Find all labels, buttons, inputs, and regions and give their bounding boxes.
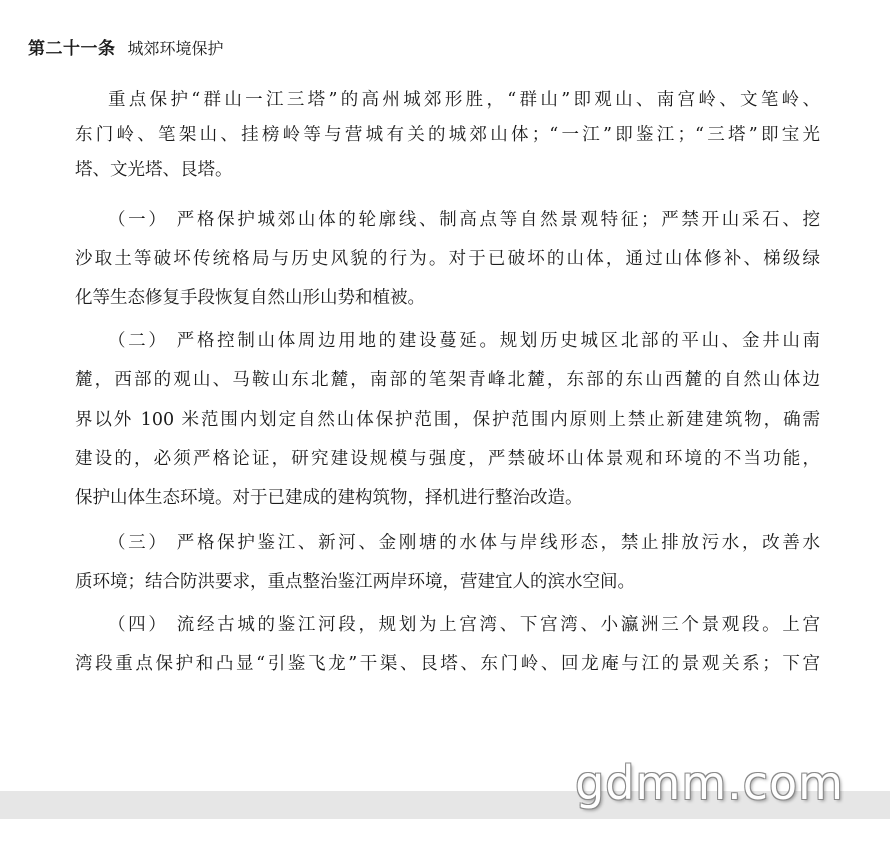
paragraph-line: 重点保护“群山一江三塔”的高州城郊形胜，“群山”即观山、南宫岭、文笔岭、 [108, 90, 820, 110]
paragraph-line: （三） 严格保护鉴江、新河、金刚塘的水体与岸线形态，禁止排放污水，改善水 [108, 533, 820, 553]
paragraph-line: 化等生态修复手段恢复自然山形山势和植被。 [75, 288, 425, 308]
paragraph-line: 保护山体生态环境。对于已建成的建构筑物，择机进行整治改造。 [75, 488, 583, 508]
article-heading [28, 36, 224, 62]
article-number: 第二十一条 [28, 39, 116, 59]
paragraph-line: 质环境；结合防洪要求，重点整治鉴江两岸环境，营建宜人的滨水空间。 [75, 572, 635, 592]
watermark: gdmm.com [575, 756, 844, 810]
paragraph-line: 塔、文光塔、艮塔。 [75, 160, 233, 180]
paragraph-line: （四） 流经古城的鉴江河段，规划为上宫湾、下宫湾、小瀛洲三个景观段。上宫 [108, 615, 820, 635]
paragraph-line: 界以外 100 米范围内划定自然山体保护范围，保护范围内原则上禁止新建建筑物，确需 [75, 410, 820, 430]
paragraph-line: （二） 严格控制山体周边用地的建设蔓延。规划历史城区北部的平山、金井山南 [108, 331, 820, 351]
paragraph-line: 东门岭、笔架山、挂榜岭等与营城有关的城郊山体；“一江”即鉴江；“三塔”即宝光 [75, 125, 820, 145]
paragraph-line: 建设的，必须严格论证，研究建设规模与强度，严禁破坏山体景观和环境的不当功能， [75, 449, 820, 469]
paragraph-line: 湾段重点保护和凸显“引鉴飞龙”干渠、艮塔、东门岭、回龙庵与江的景观关系；下宫 [75, 654, 820, 674]
article-title: 城郊环境保护 [127, 39, 224, 58]
paragraph-line: 沙取土等破坏传统格局与历史风貌的行为。对于已破坏的山体，通过山体修补、梯级绿 [75, 249, 820, 269]
paragraph-line: （一） 严格保护城郊山体的轮廓线、制高点等自然景观特征；严禁开山采石、挖 [108, 210, 820, 230]
paragraph-line: 麓，西部的观山、马鞍山东北麓，南部的笔架青峰北麓，东部的东山西麓的自然山体边 [75, 370, 820, 390]
